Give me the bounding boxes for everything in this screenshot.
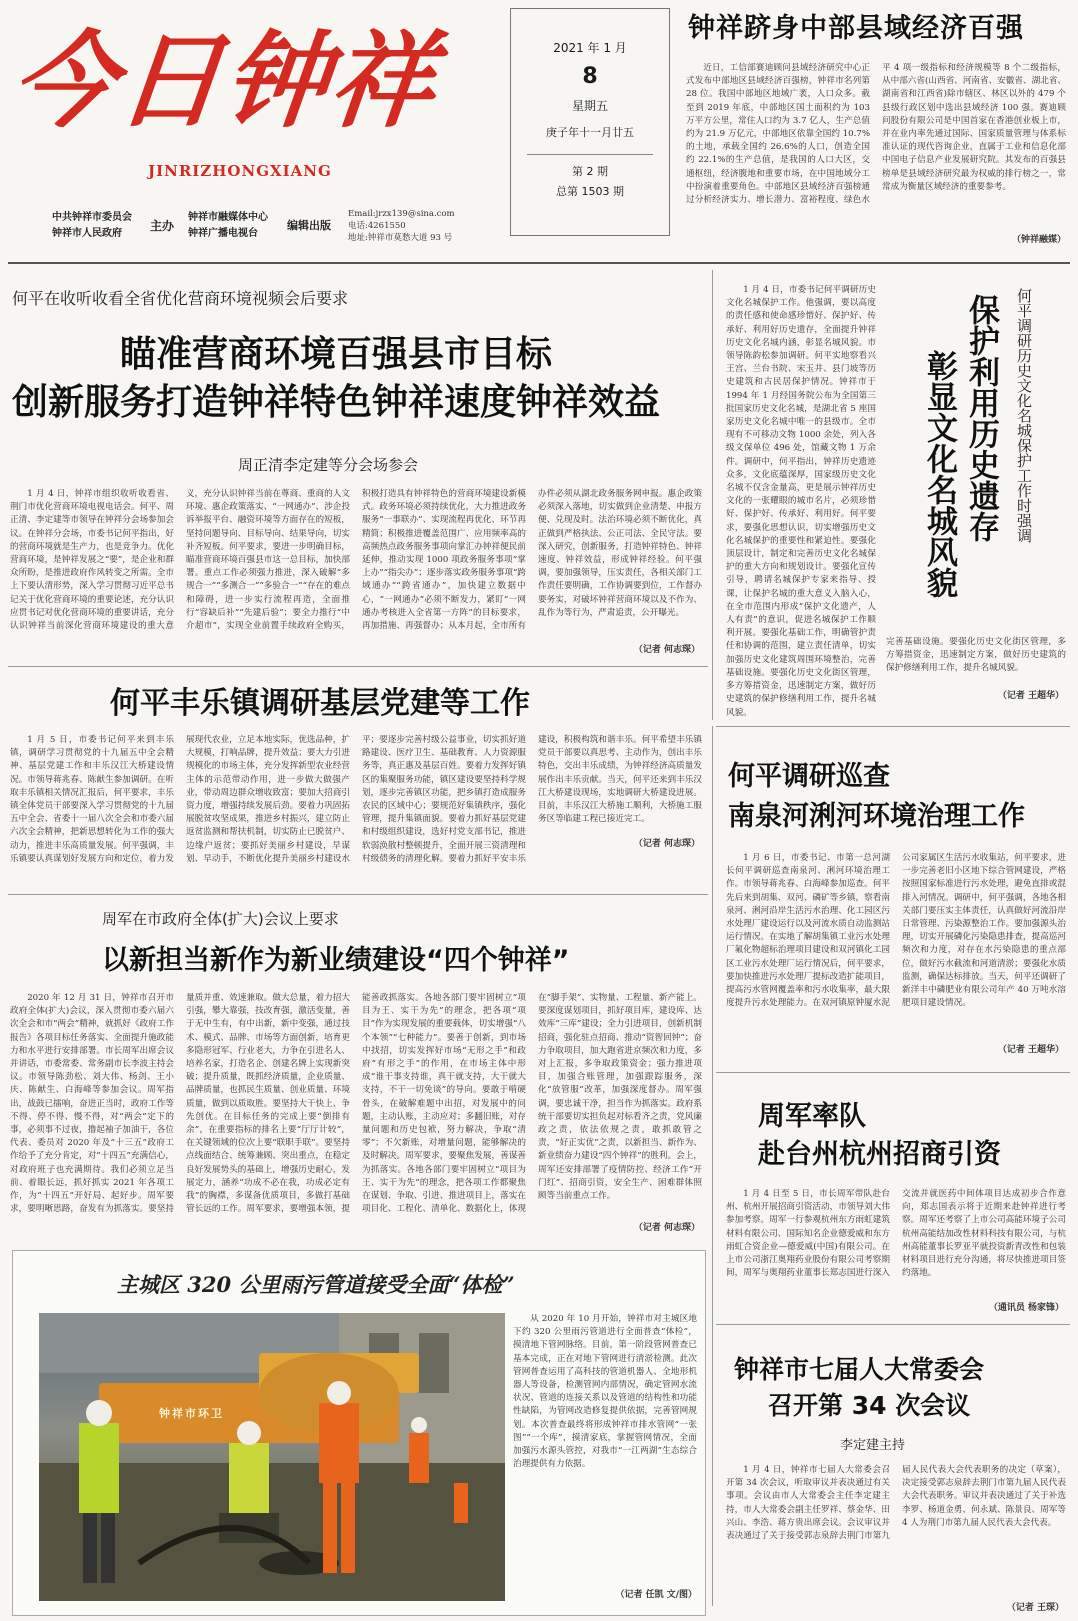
article-credit: （钟祥融媒）	[1011, 235, 1066, 245]
lunar-date: 庚子年十一月廿五	[546, 126, 634, 139]
sponsor-role: 主办	[150, 219, 175, 233]
heritage-body-column: 1 月 4 日，市委书记何平调研历史文化名城保护工作。他强调，要以高度的责任感和使命感珍惜好、保护好、传承好、利用好历史遗存，全面提升钟祥历史文化名城内涵，彰显名城风貌。市领导陈韵松参加调研。何平实地察看兴王宫、兰台书院、宋玉井、县门坡等历史建筑和古民居保护情况。钟祥市于 1994 年 1 月经国务院公布为全国第三批国家历史文化名城，是湖北省 5 座国家历史文化名城中唯一的县级市。全市现有不可移动文物 1000 余处，列入各级文保单位 496 处，馆藏文物 1 万余件。调研中，何平指出，钟祥历史遗迹众多，文化底蕴深厚，国家级历史文化名城不仅含金量高，更是展示钟祥历史文化的一张耀眼的城市名片，必须珍惜好、保护好、传承好、利用好。何平要求，要强化思想认识，切实增强历史文化名城保护的重要性和紧迫性。要强化顶层设计，制定和完善历史文化名城保护的重大方向和规划设计。要强化宣传引导，聘请名城保护专家来指导、授课，让保护名城的重大意义入脑入心，在全市范围内形成“保护文化遗产，人人有责”的意识，促进名城保护工作顺利开展。要强化基础工作，明确管护责任和协调的范围，建立责任清单，切实加强历史文化建筑周围环境整治，完善基础设施。要强化历史文化街区管理，多方筹措资金，迅速制定方案，做好历史建筑的保护修缮利用工作，提升名城风貌。	[726, 285, 876, 718]
heritage-tail-text: 完善基础设施。要强化历史文化街区管理，多方筹措资金，迅速制定方案，做好历史建筑的保护修缮利用工作，提升名城风貌。	[886, 637, 1066, 674]
address: 地址:钟祥市莫愁大道 93 号	[348, 233, 453, 243]
lead-article	[8, 270, 704, 670]
publisher-block	[188, 210, 268, 242]
party-credit: （记者 何志琛）	[633, 839, 700, 849]
sewer-credit: （记者 任凯 文/图）	[615, 1590, 697, 1600]
congress-credit: （记者 王琛）	[1006, 1603, 1064, 1613]
congress-body: 1 月 4 日，钟祥市七届人大常委会召开第 34 次会议，听取审议并表决通过有关事项。会议由市人大常委会主任李定建主持，市人大常委会副主任罗祥、蔡金华、田兴山、李浩、蒋方贵出席会议。会议审议并表决通过了关于接受郭志泉辞去荆门市第九届人民代表大会代表职务的决定（草案），决定接受郭志泉辞去荆门市第九届人民代表大会代表职务。审议并表决通过了关于补选李罗、杨道金勇、何永斌、陈景良、周军等 4 人为荆门市第九届人民代表大会代表。	[726, 1465, 1066, 1542]
weekday: 星期五	[571, 99, 608, 113]
party-body: 1 月 5 日，市委书记何平来到丰乐镇，调研学习贯彻党的十九届五中全会精神、基层党建工作和丰乐汉江大桥建设情况。市领导蒋兆春、陈献生参加调研。在听取丰乐镇相关情况汇报后，何平要求，丰乐镇全体党员干部要深入学习贯彻党的十九届五中全会、省委十一届八次全会和市委六届六次全会精神，把新思想转化为工作的强大动力，推进丰乐高质量发展。何平强调，丰乐镇要认真谋划好发展方向和定位，着力发展现代农业，立足本地实际，优选品种，扩大规模，打响品牌，提升效益；要大力引进规模化的市场主体，充分发挥新型农业经营主体的示范带动作用，进一步做大做强产业，带动周边群众增收致富；要加大招商引资力度，增强持续发展后劲。要着力巩固拓展脱贫攻坚成果，推进乡村振兴，建立防止返贫监测和帮扶机制，切实防止已脱贫户、边缘户返贫；要抓好美丽乡村建设，早谋划、早动手，不断优化提升美丽乡村建设水平；要逐步完善村级公益事业，切实抓好道路建设、医疗卫生、基础教育、人力资源服务等，真正惠及基层百姓。要着力发挥好镇区的集聚服务功能，镇区建设要坚持科学规划，逐步完善镇区功能，把乡镇打造成服务农民的区域中心；要规范好集镇秩序，强化管理，提升集镇面貌。要着力抓好基层党建和村级组织建设，选好村党支部书记，推进软弱涣散村整顿提升，全面开展三资清理和村级债务的清理化解。要着力抓好平安丰乐建设，积极构筑和谐丰乐。何平希望丰乐镇党员干部要以真思考、主动作为，创出丰乐特色，交出丰乐成绩，为钟祥经济高质量发展作出丰乐贡献。当天，何平还来到丰乐汉江大桥建设现场，实地调研大桥建设进展。目前，丰乐汉江大桥施工顺利，大桥施工服务区等临建工程已接近完工。	[10, 735, 702, 864]
sewer-photo-scene	[39, 1313, 505, 1601]
truck-lettering: 钟祥市环卫	[159, 1407, 224, 1420]
issue-day: 8	[582, 64, 598, 89]
invest-body: 1 月 4 日至 5 日，市长周军带队赴台州、杭州开展招商引资活动，市领导刘大伟参加考察。周军一行参观杭州东方雨虹建筑材料有限公司、国际知名企业德爱威和东方雨虹合资企业—德爱威(中国)有限公司。在上市公司浙江奥翔药业股份有限公司考察期间，周军与奥翔药业董事长郑志国进行深入交流并就医药中间体项目达成初步合作意向，郑志国表示将于近期来赴钟祥进行考察。周军还考察了上市公司高能环境子公司杭州高能结加改性材料科技有限公司，与杭州高能董事长罗亚平就投资新青改性和包装材料项目进行充分沟通，将尽快推进项目签约落地。	[726, 1189, 1066, 1279]
lead-kicker: 何平在收听收看全省优化营商环境视频会后要求	[12, 289, 349, 308]
government-body: 2020 年 12 月 31 日，钟祥市召开市政府全体(扩大)会议，深入贯彻市委六届六次全会和市“两会”精神，就抓好《政府工作报告》各项目标任务落实、全面提升施政能力和水平进行安排部署。市长周军出席会议并讲话，市委常委、常务副市长李波主持会议。市领导陈劲松、刘大伟、杨剑、王小庆、陈献生、白海峰等参加会议。周军指出，战鼓已擂响，奋进正当时，政府工作等不得、停不得、慢不得，对“两会”定下的事，必须事不过夜，撸起袖子加油干，各位代表、委员对 2020 年及“十三五”政府工作给予了充分肯定，对“十四五”充满信心，对政府班子也充满期待。我们必须立足当前、着眼长远，抓好抓实 2021 年各项工作，为“十四五”开好局、起好步。周军要求，要明晰思路，奋发有为抓落实。要坚持量质并重、效速兼取。做大总量，着力招大引强，攀大靠强，技改育强，激活变量，善于无中生有，有中出新，新中变强，通过技术、模式、品牌、市场等方面创新，培育更多隐形冠军、行业老大，力争在引进名人、培养名家，打造名企、创建名牌上实现新突破；提升质量，既抓经济质量，企业质量、品牌质量，也抓民生质量、创业质量、环境质量，做到以质取胜。要坚持大干快上、争先创优。在目标任务的完成上要“倒排有余”，在重要指标的排名上要“厅厅计较”，在关键领域的位次上要“联职手联”。要坚持点线面结合、统筹兼顾、突出重点，在稳定良好发展势头的基础上，增强历史耐心，发展定力，涵养“功成不必在我，功成必定有我”的胸襟，多谋备优质项目，多做打基础管长远的工作。周军要求，要增强本领，提能善政抓落实。各地各部门要牢固树立“项目为王、实干为先”的理念，把各项“项目”作为实现发展的重要载体，切实增强“八个本领”“七种能力”。要善于创新，到市场中找招，切实发挥好市场“无形之手”和政府“有形之手”的作用，在市场主体中形成“谁干事支持谁，真干就支持，大干就大支持，不干一切免谈”的导向。要敢于啃硬骨头，在破解难题中出招，对发展中的问题，主动认账，主动应对；多翻旧账，对存量问题和历史包袱，努力解决，争取“清零”；不欠新账，对增量问题，能够解决的及时解决。周军要求，要聚焦发展，善谋善为抓落实。各地各部门要牢固树立“项目为王、实干为先”的理念，把各项工作都聚焦在谋划、争取、引进、推进项目上，落实在项目化、工程化、清单化、数据化上，体现在“脚手架”、实物量、工程量、新产能上。要深度谋划项目，抓好项目库，建设库、达效库“三库”建设；全力引进项目，创新机制招商，强化驻点招商、推动“资智回钟”；奋力争取项目，加大跑省进京频次和力度，多对上汇报，多争取政策资金；强力推进项目，加强合账管理，加强跟踪服务，深化“放管服”改革，加强深度督办。周军强调，要忠诚干净，担当作为抓落实。政府系统干部要切实担负起对标看齐之责，党风廉政之责，依法依规之责，敢抓敢管之责，“好正实优”之责，以新担当、新作为、新业绩奋力建设“四个钟祥”的胜利。会上，周军还安排部署了疫情防控、经济工作“开门红”、招商引资，安全生产、困难群体照顾等当前重点工作。	[10, 993, 702, 1215]
heritage-article	[720, 270, 1070, 720]
invest-title-line-2: 赴台州杭州招商引资	[758, 1139, 1001, 1170]
congress-subtitle: 李定建主持	[840, 1438, 906, 1453]
congress-article	[720, 1330, 1070, 1615]
email: Email:jrzx139@sina.com	[348, 209, 455, 219]
heritage-title-line-1: 保护利用历史遗存	[963, 294, 999, 542]
heritage-kicker: 何平调研历史文化名城保护工作时强调	[1015, 288, 1033, 543]
article-body: 近日，工信部赛迪顾问县域经济研究中心正式发布中部地区县域经济百强榜，钟祥市名列第 28 位。我国中部地区地域广袤，人口众多。截至到 2019 年底，中部地区国土面积约为 103 万平方公里，常住人口约为 3.7 亿人，生产总值约为 21.9 万亿元，中部地区依靠全国约 10.7%的土地，承载全国约 26.6%的人口，创造全国约 22.1%的生产总值，是我国的人口大区，交通枢纽，经济腹地和重要市场，在中国地域分工中扮演着重要角色。中部地区县域经济百强榜通过分析经济实力、增长潜力、富裕程度、绿色水平 4 项一级指标和经济规模等 8 个二级指标，从中部六省(山西省、河南省、安徽省、湖北省、湖南省和江西省)除市辖区、林区以外的 479 个县级行政区划中选出县域经济 100 强。赛迪顾问股份有限公司是中国首家在香港创业板上市，并在业内率先通过国际、国家质量管理与体系标准认证的现代咨询企业，直属于工业和信息化部中国电子信息产业发展研究院。其发布的百强县榜单是县域经济研究最为权威的排行榜之一，常常成为衡量区域经济的重要参考。	[686, 63, 1066, 206]
sewer-feature	[12, 1250, 706, 1616]
lead-body: 1 月 4 日，钟祥市组织收听收看省、荆门市优化营商环境电视电话会。何平、周正清、李定建等市领导在钟祥分会场参加会议。在钟祥分会场，市委书记何平指出，好的营商环境就是生产力，也是竞争力。优化营商环境，是钟祥发展之“要”，是企业和群众所盼，是推进政府作风转变之所需。全市上下要认清形势，深入学习贯彻习近平总书记关于优化营商环境的重要论述，充分认识应贯书记对优化营商环境的重要讲话，充分认识钟祥当前深化营商环境建设的重大意义，充分认识钟祥当前在尊商、重商的人文环境、惠企政策落实、“一网通办”、涉企投诉举报平台、融资环境等方面存在的短板，坚持问题导向、目标导向、结果导向，切实补齐短板。何平要求，要进一步明确目标，瞄准营商环境百强县市这一总目标，加快部署。重点工作必须强力推进，深入破解“多规合一”“多测合一”“多验合一”“存在的难点和障碍，进一步实行流程再造，全面推行“容缺后补”“先建后验”；要全力推行“中介超市”，实现全业前置手续政府全购买，积极打造具有钟祥特色的营商环境建设新模式。政务环境必须持续优化，大力推进政务服务“一事联办”、实现流程再优化、环节再精简；积极推进覆盖范围广、应用频率高的高频热点政务服务事项向掌汇办钟祥便民前延伸，推动实现 1000 项政务服务事项“掌上办”“指尖办”；逐步落实政务服务事项“跨域通办”“跨省通办”，加快建立数据中心，“一网通办”必须不断发力，紧盯“一网通办考核进入全省第一方阵”的目标要求，再加措施、再强督办；从本月起，全市所有办件必须从湖北政务服务网申报。惠企政策必须深入落地，切实做到企业清楚、申报方便、兑现及时。法治环境必须不断优化，真正做到严格执法、公正司法、全民守法。要深入研究，创新服务，打造钟祥特色、钟祥速度、钟祥效益，形成钟祥经验。何平强调，要加强领导，压实责任，各相关部门工作责任要明确，工作协调要到位，工作督办要务实，对破坏钟祥营商环境以及不作为、乱作为等行为，严肃追责，公开曝光。	[10, 489, 702, 632]
invest-credit: （通讯员 杨家锋）	[988, 1303, 1064, 1313]
sewer-title: 主城区 320 公里雨污管道接受全面“体检”	[117, 1272, 515, 1297]
lead-subtitle: 周正清李定建等分会场参会	[238, 456, 419, 474]
sponsor-block	[52, 210, 132, 242]
publisher-role: 编辑出版	[287, 219, 331, 232]
government-credit: （记者 何志琛）	[633, 1223, 700, 1233]
publisher-name-1: 钟祥市融媒体中心	[188, 212, 268, 223]
traffic-cone	[454, 1483, 468, 1523]
article-title: 钟祥跻身中部县域经济百强	[688, 13, 1024, 44]
congress-title-line-2: 召开第 34 次会议	[768, 1391, 971, 1420]
government-kicker: 周军在市政府全体(扩大)会议上要求	[102, 910, 339, 928]
river-credit: （记者 王超华）	[997, 1045, 1064, 1055]
sewer-photo	[39, 1313, 505, 1601]
river-body: 1 月 6 日，市委书记、市第一总河湖长何平调研巡查南泉河、浰河环境治理工作。市领导蒋兆春、白海峰参加巡查。何平先后来到胡集、双河、磷矿等乡镇，察看南泉河、浰河沿岸生活污水治理、化工园区污水处理厂建设运行以及河流水质自动监测站运行情况。在实地了解胡集镇工业污水处理厂氟化物超标治理项目建设和双河镇化工园区工业污水处理厂运行情况后，何平要求，要加快推进污水处理厂提标改造扩能项目，提高污水管网覆盖率和污水收集率，最大限度提升污水处理能力。在双河镇原钟厦水泥公司家属区生活污水收集站，何平要求，进一步完善老旧小区地下综合管网建设，严格按照国家标准进行污水处理，避免直排或混排入河情况。调研中，何平强调，各地各相关部门要压实主体责任，认真做好河流沿岸日常管理、污染源整治工作。要加强源头治理，切实开展磷化污染隐患排查，提高巡河频次和力度，对存在水污染隐患的重点部位，做好污水截流和河道清淤；要强化水质监测，确保达标排放。当天，何平还调研了新洋丰中磷肥业有限公司年产 40 万吨水溶肥项目建设情况。	[726, 853, 1066, 1009]
sewer-body: 从 2020 年 10 月开始，钟祥市对主城区地下约 320 公里雨污管道进行全面普查“体检”，摸清地下管网脉络。目前，第一阶段管网普查已基本完成，正在对地下管网进行清淤检测。此次管网普查运用了高科技的管道机器人、全地形机器人等设备，检测管网内部情况，确定管网水流状况、管道的连接关系以及管道的结构性和功能性缺陷，为管网改造修复提供依据，完善管网规划。本次普查最终将形成钟祥市排水管网“一张图”“一个库”，摸清家底，掌握管网情况，全面加强污水源头管控，对我市“一江两湖”生态综合治理提供有力依据。	[513, 1314, 697, 1470]
congress-title-line-1: 钟祥市七届人大常委会	[734, 1355, 985, 1384]
heritage-credit: （记者 王超华）	[997, 691, 1064, 701]
logo-pinyin: JINRIZHONGXIANG	[148, 162, 332, 180]
top-right-article	[682, 0, 1070, 250]
party-title: 何平丰乐镇调研基层党建等工作	[110, 686, 530, 721]
sponsor-name-1: 中共钟祥市委员会	[52, 212, 132, 223]
phone: 电话:4261550	[348, 221, 406, 231]
river-article	[720, 730, 1070, 1070]
contact-block	[348, 208, 455, 244]
lead-title-line-2: 创新服务打造钟祥特色钟祥速度钟祥效益	[12, 382, 661, 423]
river-title-line-1: 何平调研巡查	[728, 761, 890, 792]
government-title: 以新担当新作为新业绩建设“四个钟祥”	[102, 945, 570, 976]
river-title-line-2: 南泉河浰河环境治理工作	[728, 801, 1025, 832]
invest-title-line-1: 周军率队	[758, 1101, 866, 1132]
heritage-body-tail	[886, 636, 1066, 684]
newspaper-logo: 今日钟祥	[5, 19, 443, 142]
invest-article	[720, 1078, 1070, 1318]
lead-title-line-1: 瞄准营商环境百强县市目标	[120, 334, 553, 375]
sponsor-name-2: 钟祥市人民政府	[52, 228, 122, 239]
publisher-name-2: 钟祥广播电视台	[188, 228, 258, 239]
lead-credit: （记者 何志琛）	[633, 645, 700, 655]
government-article	[8, 898, 704, 1242]
heritage-title-line-2: 彰显文化名城风貌	[921, 350, 957, 598]
date-box	[510, 8, 670, 236]
issue-date: 2021 年 1 月	[553, 41, 627, 55]
worker-4	[409, 1417, 429, 1483]
issue-number: 第 2 期	[572, 165, 608, 178]
party-article	[8, 672, 704, 888]
total-issue-number: 总第 1503 期	[556, 185, 624, 198]
